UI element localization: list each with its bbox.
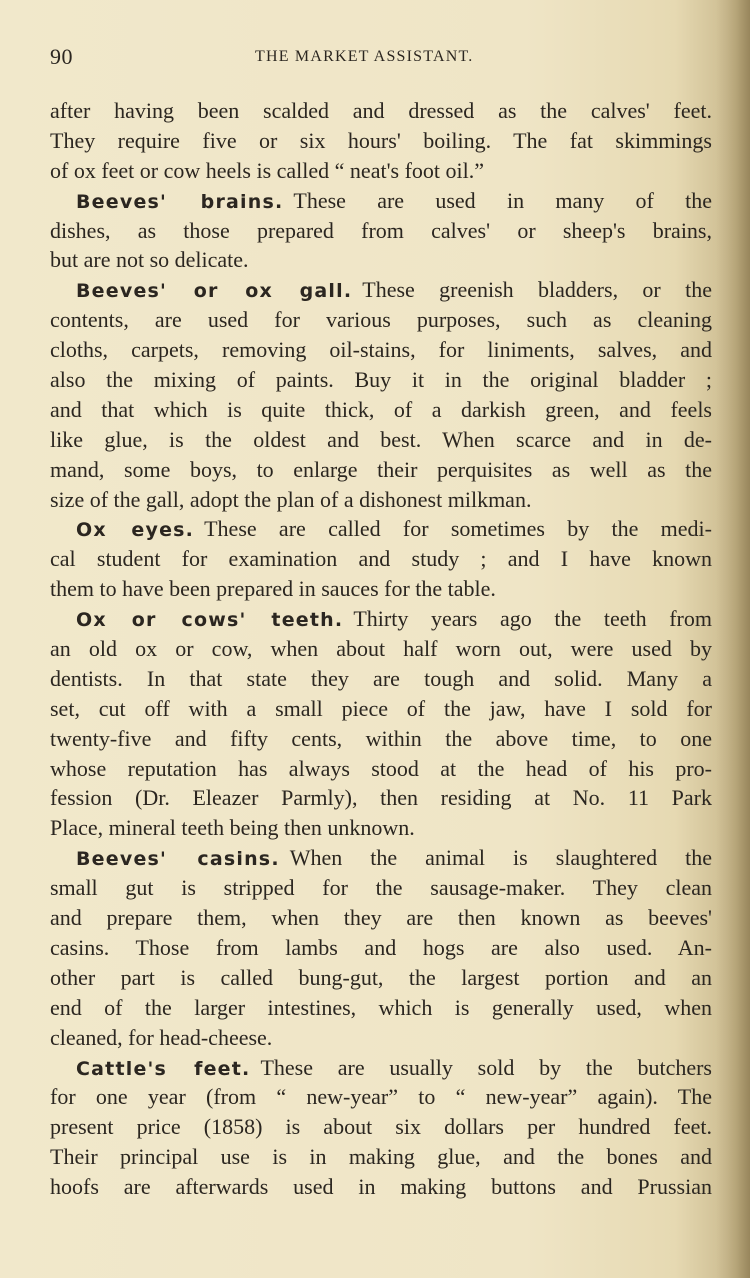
paragraph-beeves-brains bbox=[50, 186, 712, 276]
paragraph-continuation bbox=[50, 96, 712, 186]
entry-heading: Ox eyes. bbox=[76, 519, 195, 542]
entry-text: These are usually sold by the butchers bbox=[260, 1054, 712, 1080]
text-line: size of the gall, adopt the plan of a dishonest milkman. bbox=[50, 486, 532, 512]
text-line: small gut is stripped for the sausage-maker. They clean bbox=[50, 875, 712, 901]
text-line: cloths, carpets, removing oil-stains, for liniments, salves, and bbox=[50, 337, 712, 363]
text-line: casins. Those from lambs and hogs are also used. An- bbox=[50, 934, 712, 960]
text-line: dishes, as those prepared from calves' or sheep's brains, bbox=[50, 217, 712, 243]
text-line: and prepare them, when they are then known as beeves' bbox=[50, 905, 712, 931]
text-line: them to have been prepared in sauces for the table. bbox=[50, 576, 496, 602]
text-line: mand, some boys, to enlarge their perquisites as well as the bbox=[50, 456, 712, 482]
running-head bbox=[50, 44, 710, 76]
body-text bbox=[50, 96, 712, 1202]
text-line bbox=[50, 1053, 712, 1083]
entry-text: These are called for sometimes by the medi- bbox=[204, 516, 712, 542]
paragraph-ox-gall bbox=[50, 275, 712, 514]
text-line: Their principal use is in making glue, and the bones and bbox=[50, 1144, 712, 1170]
text-line: other part is called bung-gut, the largest portion and an bbox=[50, 964, 712, 990]
text-line: whose reputation has always stood at the head of his pro- bbox=[50, 755, 712, 781]
text-line: end of the larger intestines, which is generally used, when bbox=[50, 994, 712, 1020]
page-number: 90 bbox=[50, 44, 73, 69]
entry-heading: Beeves' casins. bbox=[76, 848, 280, 871]
text-line: like glue, is the oldest and best. When scarce and in de- bbox=[50, 426, 712, 452]
text-line: They require five or six hours' boiling. The fat skimmings bbox=[50, 127, 712, 153]
text-line: dentists. In that state they are tough and solid. Many a bbox=[50, 665, 712, 691]
text-line: an old ox or cow, when about half worn out, were used by bbox=[50, 636, 712, 662]
text-line bbox=[50, 843, 712, 873]
text-line: after having been scalded and dressed as the calves' feet. bbox=[50, 98, 712, 123]
text-line: hoofs are afterwards used in making buttons and Prussian bbox=[50, 1174, 712, 1200]
paragraph-ox-eyes bbox=[50, 514, 712, 604]
entry-heading: Ox or cows' teeth. bbox=[76, 609, 344, 632]
text-line: cal student for examination and study ; and I have known bbox=[50, 546, 712, 572]
text-line: and that which is quite thick, of a darkish green, and feels bbox=[50, 396, 712, 422]
text-line bbox=[50, 604, 712, 634]
text-line: present price (1858) is about six dollars per hundred feet. bbox=[50, 1114, 712, 1140]
page-edge-shadow bbox=[716, 0, 750, 1278]
text-line: cleaned, for head-cheese. bbox=[50, 1024, 273, 1050]
text-line: fession (Dr. Eleazer Parmly), then residing at No. 11 Park bbox=[50, 785, 712, 811]
text-line: set, cut off with a small piece of the jaw, have I sold for bbox=[50, 695, 712, 721]
entry-text: These are used in many of the bbox=[293, 187, 712, 213]
entry-text: Thirty years ago the teeth from bbox=[353, 606, 712, 632]
text-line: also the mixing of paints. Buy it in the original bladder ; bbox=[50, 367, 712, 393]
text-line: of ox feet or cow heels is called “ neat's foot oil.” bbox=[50, 157, 485, 183]
entry-text: When the animal is slaughtered the bbox=[289, 845, 712, 871]
text-line: contents, are used for various purposes, such as cleaning bbox=[50, 307, 712, 333]
paragraph-beeves-casins bbox=[50, 843, 712, 1052]
text-line: for one year (from “ new-year” to “ new-year” again). The bbox=[50, 1084, 712, 1110]
entry-text: These greenish bladders, or the bbox=[362, 277, 712, 303]
entry-heading: Cattle's feet. bbox=[76, 1057, 251, 1080]
text-line: twenty-five and fifty cents, within the above time, to one bbox=[50, 725, 712, 751]
entry-heading: Beeves' or ox gall. bbox=[76, 280, 353, 303]
text-line: Place, mineral teeth being then unknown. bbox=[50, 815, 415, 841]
text-line bbox=[50, 514, 712, 544]
text-line: but are not so delicate. bbox=[50, 247, 249, 273]
paragraph-ox-teeth bbox=[50, 604, 712, 843]
text-line bbox=[50, 186, 712, 216]
entry-heading: Beeves' brains. bbox=[76, 190, 284, 213]
running-title: THE MARKET ASSISTANT. bbox=[255, 48, 474, 65]
paragraph-cattles-feet bbox=[50, 1053, 712, 1202]
text-line bbox=[50, 275, 712, 305]
